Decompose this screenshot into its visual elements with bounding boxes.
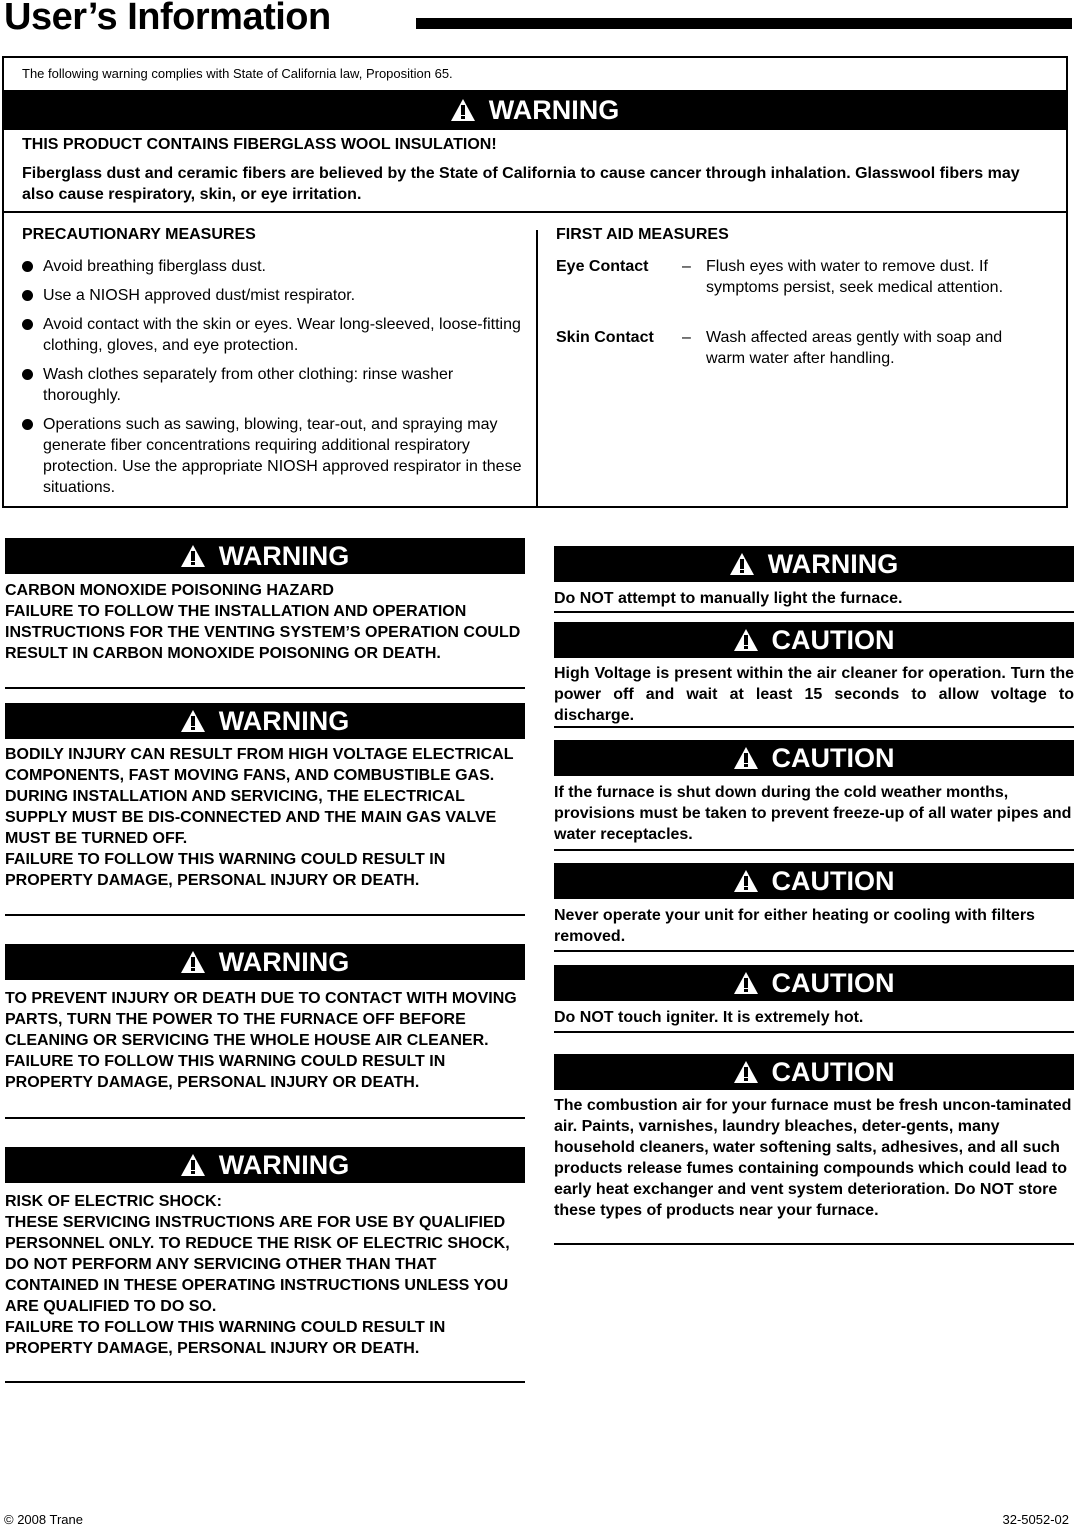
warning-triangle-icon	[181, 710, 205, 732]
warning-triangle-icon	[181, 951, 205, 973]
list-item: Avoid breathing fiberglass dust.	[22, 256, 522, 277]
notice-text: TO PREVENT INJURY OR DEATH DUE TO CONTACT WITH MOVING PARTS, TURN THE POWER TO THE FURNACE OFF BEFORE CLEANING OR SERVICING THE WHOLE HOUSE AIR CLEANER. FAILURE TO FOLLOW THIS WARNING COULD RESULT IN PROPERTY DAMAGE, PERSONAL INJURY OR DEATH.	[5, 990, 517, 1091]
warning-banner	[5, 1147, 525, 1183]
banner-label: WARNING	[767, 548, 899, 579]
banner-label: WARNING	[488, 94, 620, 125]
warning-triangle-icon	[734, 629, 758, 651]
banner-label: CAUTION	[771, 624, 895, 655]
bullet-icon	[22, 261, 33, 272]
notice-text: The combustion air for your furnace must be fresh uncon-taminated air. Paints, varnishes, laundry bleaches, deter-gents, many household cleaners, water softening salts, adhesives, and all such products release fumes containing compounds which could lead to early heat exchanger and vent system deterioration. Do NOT store these types of products near your furnace.	[554, 1097, 1072, 1219]
precautionary-heading: PRECAUTIONARY MEASURES	[22, 226, 256, 243]
bullet-icon	[22, 319, 33, 330]
footer-doc-number: 32-5052-02	[1002, 1512, 1069, 1527]
first-aid-dash: –	[682, 329, 691, 346]
bullet-icon	[22, 419, 33, 430]
prop65-statement: Fiberglass dust and ceramic fibers are believed by the State of California to cause cancer through inhalation. Glasswool fibers may also cause respiratory, skin, or eye irritation.	[22, 165, 1020, 203]
bullet-icon	[22, 369, 33, 380]
prop65-note: The following warning complies with State of California law, Proposition 65.	[22, 66, 453, 81]
warning-banner	[554, 546, 1074, 582]
first-aid-label: Skin Contact	[556, 329, 654, 346]
warning-banner	[5, 944, 525, 980]
page-title: User’s Information	[4, 0, 331, 38]
first-aid-dash: –	[682, 258, 691, 275]
banner-label: CAUTION	[771, 1056, 895, 1087]
list-item: Operations such as sawing, blowing, tear-out, and spraying may generate fiber concentrations requiring additional respiratory protection. Use the appropriate NIOSH approved respirator in these situations.	[22, 414, 522, 498]
warning-triangle-icon	[734, 972, 758, 994]
prop65-warning-banner	[4, 90, 1066, 130]
column-divider	[536, 230, 538, 508]
warning-banner	[5, 538, 525, 574]
warning-triangle-icon	[181, 545, 205, 567]
notice-text: If the furnace is shut down during the cold weather months, provisions must be taken to prevent freeze-up of all water pipes and water receptacles.	[554, 784, 1072, 843]
banner-label: CAUTION	[771, 742, 895, 773]
notice-rule	[554, 1243, 1074, 1245]
prop65-warning-box	[2, 56, 1068, 508]
page-header	[4, 0, 1072, 40]
list-item: Wash clothes separately from other clothing: rinse washer thoroughly.	[22, 364, 522, 406]
warning-banner	[5, 703, 525, 739]
notice-text: Do NOT touch igniter. It is extremely hot.	[554, 1009, 864, 1026]
banner-label: WARNING	[218, 705, 350, 736]
notice-rule	[554, 1031, 1074, 1033]
notice-rule	[5, 1117, 525, 1119]
caution-banner	[554, 965, 1074, 1001]
precautionary-list	[22, 256, 522, 506]
warning-triangle-icon	[734, 1061, 758, 1083]
notice-rule	[5, 914, 525, 916]
notice-rule	[554, 726, 1074, 728]
banner-label: WARNING	[218, 1149, 350, 1180]
banner-label: WARNING	[218, 946, 350, 977]
warning-triangle-icon	[734, 870, 758, 892]
notice-rule	[5, 687, 525, 689]
title-rule	[416, 18, 1072, 29]
notice-rule	[5, 1381, 525, 1383]
caution-banner	[554, 863, 1074, 899]
notice-rule	[554, 950, 1074, 952]
notice-text: High Voltage is present within the air cleaner for operation. Turn the power off and wait at least 15 seconds to allow voltage to discharge.	[554, 665, 1074, 724]
caution-banner	[554, 622, 1074, 658]
first-aid-heading: FIRST AID MEASURES	[556, 226, 729, 243]
notice-rule	[554, 611, 1074, 613]
footer-copyright: © 2008 Trane	[4, 1512, 83, 1527]
notice-text: Do NOT attempt to manually light the furnace.	[554, 590, 903, 607]
notice-text: Never operate your unit for either heating or cooling with filters removed.	[554, 907, 1035, 945]
prop65-headline: THIS PRODUCT CONTAINS FIBERGLASS WOOL INSULATION!	[22, 136, 497, 153]
warning-triangle-icon	[734, 747, 758, 769]
list-item: Use a NIOSH approved dust/mist respirator.	[22, 285, 522, 306]
notice-text: BODILY INJURY CAN RESULT FROM HIGH VOLTAGE ELECTRICAL COMPONENTS, FAST MOVING FANS, AND COMBUSTIBLE GAS. DURING INSTALLATION AND SERVICING, THE ELECTRICAL SUPPLY MUST BE DIS-CONNECTED AND THE MAIN GAS VALVE MUST BE TURNED OFF. FAILURE TO FOLLOW THIS WARNING COULD RESULT IN PROPERTY DAMAGE, PERSONAL INJURY OR DEATH.	[5, 746, 514, 889]
notice-text: CARBON MONOXIDE POISONING HAZARD FAILURE TO FOLLOW THE INSTALLATION AND OPERATION INSTRUCTIONS FOR THE VENTING SYSTEM’S OPERATION COULD RESULT IN CARBON MONOXIDE POISONING OR DEATH.	[5, 582, 521, 662]
notice-rule	[554, 849, 1074, 851]
caution-banner	[554, 1054, 1074, 1090]
first-aid-text: Flush eyes with water to remove dust. If symptoms persist, seek medical attention.	[706, 258, 1004, 296]
warning-triangle-icon	[451, 99, 475, 121]
banner-label: CAUTION	[771, 865, 895, 896]
caution-banner	[554, 740, 1074, 776]
first-aid-label: Eye Contact	[556, 258, 649, 275]
bullet-icon	[22, 290, 33, 301]
first-aid-text: Wash affected areas gently with soap and warm water after handling.	[706, 329, 1003, 367]
list-item: Avoid contact with the skin or eyes. Wear long-sleeved, loose-fitting clothing, gloves, and eye protection.	[22, 314, 522, 356]
warning-triangle-icon	[181, 1154, 205, 1176]
divider	[4, 211, 1066, 213]
warning-triangle-icon	[730, 553, 754, 575]
notice-text: RISK OF ELECTRIC SHOCK: THESE SERVICING INSTRUCTIONS ARE FOR USE BY QUALIFIED PERSONNEL ONLY. TO REDUCE THE RISK OF ELECTRIC SHOCK, DO NOT PERFORM ANY SERVICING OTHER THAN THAT CONTAINED IN THESE OPERATING INSTRUCTIONS UNLESS YOU ARE QUALIFIED TO DO SO. FAILURE TO FOLLOW THIS WARNING COULD RESULT IN PROPERTY DAMAGE, PERSONAL INJURY OR DEATH.	[5, 1193, 510, 1357]
banner-label: CAUTION	[771, 967, 895, 998]
banner-label: WARNING	[218, 540, 350, 571]
